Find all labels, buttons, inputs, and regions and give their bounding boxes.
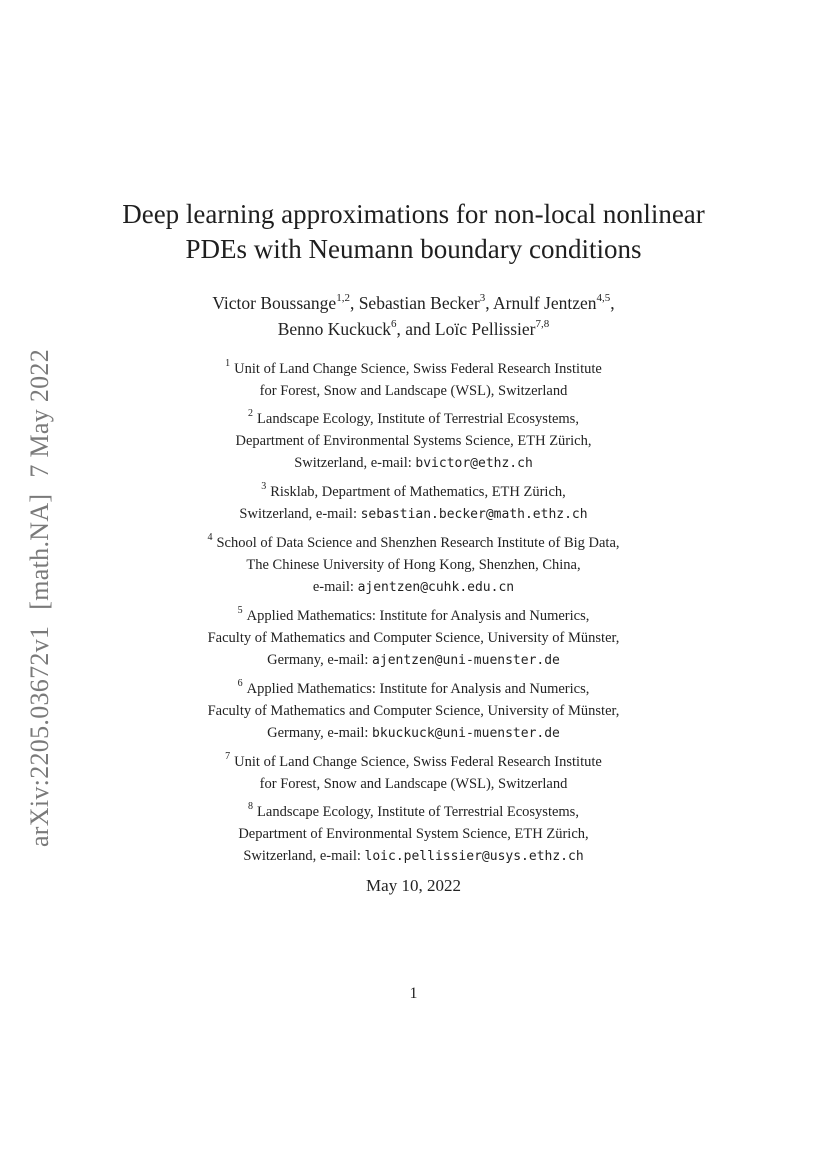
affiliation-mark: 1: [225, 358, 231, 370]
affiliation-line: Faculty of Mathematics and Computer Science, University of Münster,: [207, 630, 620, 646]
email-prefix: Switzerland, e-mail:: [243, 848, 365, 864]
affiliation-line: Unit of Land Change Science, Swiss Federal Research Institute: [234, 361, 602, 377]
author-marks: 6: [390, 318, 397, 331]
email-link[interactable]: loic.pellissier@usys.ethz.ch: [364, 849, 584, 864]
affiliation-mark: 6: [237, 678, 243, 690]
author-name: Benno Kuckuck: [277, 319, 391, 339]
affiliation-line: Faculty of Mathematics and Computer Science, University of Münster,: [207, 703, 620, 719]
author-list: [60, 290, 767, 342]
affiliation-7: [60, 751, 767, 795]
author-name: Arnulf Jentzen: [493, 293, 597, 313]
author-marks: 3: [479, 292, 486, 305]
affiliation-line: for Forest, Snow and Landscape (WSL), Switzerland: [259, 776, 568, 792]
author-line-1: [60, 290, 767, 316]
author-marks: 4,5: [596, 292, 611, 305]
affiliation-mark: 8: [248, 801, 254, 813]
affiliation-8: [60, 801, 767, 868]
email-link[interactable]: ajentzen@cuhk.edu.cn: [357, 580, 515, 595]
paper-title: [60, 197, 767, 267]
affiliation-line: School of Data Science and Shenzhen Research Institute of Big Data,: [216, 535, 620, 551]
author-separator: ,: [349, 293, 359, 313]
page-number: 1: [409, 985, 418, 1002]
affiliation-2: [60, 408, 767, 475]
author-name: Loïc Pellissier: [434, 319, 536, 339]
author-name: Victor Boussange: [212, 293, 337, 313]
email-link[interactable]: ajentzen@uni-muenster.de: [372, 653, 560, 668]
affiliation-5: [60, 605, 767, 672]
publication-date: May 10, 2022: [366, 876, 461, 895]
affiliation-mark: 7: [225, 751, 231, 763]
email-prefix: e-mail:: [312, 579, 358, 595]
affiliation-line: for Forest, Snow and Landscape (WSL), Switzerland: [259, 383, 568, 399]
email-prefix: Switzerland, e-mail:: [294, 455, 416, 471]
affiliation-mark: 2: [248, 408, 254, 420]
arxiv-id[interactable]: arXiv:2205.03672v1: [25, 625, 54, 848]
author-line-2: [60, 316, 767, 342]
affiliation-6: [60, 678, 767, 745]
email-prefix: Germany, e-mail:: [267, 725, 373, 741]
affiliation-1: [60, 358, 767, 402]
affiliation-line: Department of Environmental Systems Science, ETH Zürich,: [235, 433, 592, 449]
affiliation-line: Applied Mathematics: Institute for Analysis and Numerics,: [246, 608, 590, 624]
affiliation-list: [60, 358, 767, 874]
title-line-2: PDEs with Neumann boundary conditions: [185, 234, 642, 264]
affiliation-mark: 5: [237, 605, 243, 617]
affiliation-line: Risklab, Department of Mathematics, ETH Zürich,: [270, 484, 566, 500]
arxiv-date: 7 May 2022: [25, 348, 54, 478]
title-line-1: Deep learning approximations for non-local nonlinear: [122, 199, 705, 229]
affiliation-line: Department of Environmental System Science, ETH Zürich,: [238, 826, 589, 842]
arxiv-stamp: [25, 349, 55, 847]
author-name: Sebastian Becker: [358, 293, 480, 313]
author-marks: 1,2: [336, 292, 350, 305]
affiliation-line: Landscape Ecology, Institute of Terrestrial Ecosystems,: [257, 804, 579, 820]
affiliation-line: Landscape Ecology, Institute of Terrestrial Ecosystems,: [257, 411, 579, 427]
email-prefix: Germany, e-mail:: [267, 652, 373, 668]
affiliation-line: The Chinese University of Hong Kong, Shenzhen, China,: [246, 557, 581, 573]
email-link[interactable]: bvictor@ethz.ch: [415, 456, 533, 471]
affiliation-4: [60, 532, 767, 599]
email-link[interactable]: sebastian.becker@math.ethz.ch: [360, 507, 588, 522]
author-marks: 7,8: [535, 318, 550, 331]
arxiv-category: [math.NA]: [25, 493, 54, 610]
email-prefix: Switzerland, e-mail:: [239, 506, 361, 522]
affiliation-line: Unit of Land Change Science, Swiss Federal Research Institute: [234, 754, 602, 770]
author-separator: ,: [610, 293, 615, 313]
affiliation-3: [60, 481, 767, 526]
affiliation-mark: 3: [261, 481, 267, 493]
affiliation-mark: 4: [207, 532, 213, 544]
email-link[interactable]: bkuckuck@uni-muenster.de: [372, 726, 560, 741]
author-separator: , and: [396, 319, 435, 339]
author-separator: ,: [485, 293, 493, 313]
affiliation-line: Applied Mathematics: Institute for Analysis and Numerics,: [246, 681, 590, 697]
